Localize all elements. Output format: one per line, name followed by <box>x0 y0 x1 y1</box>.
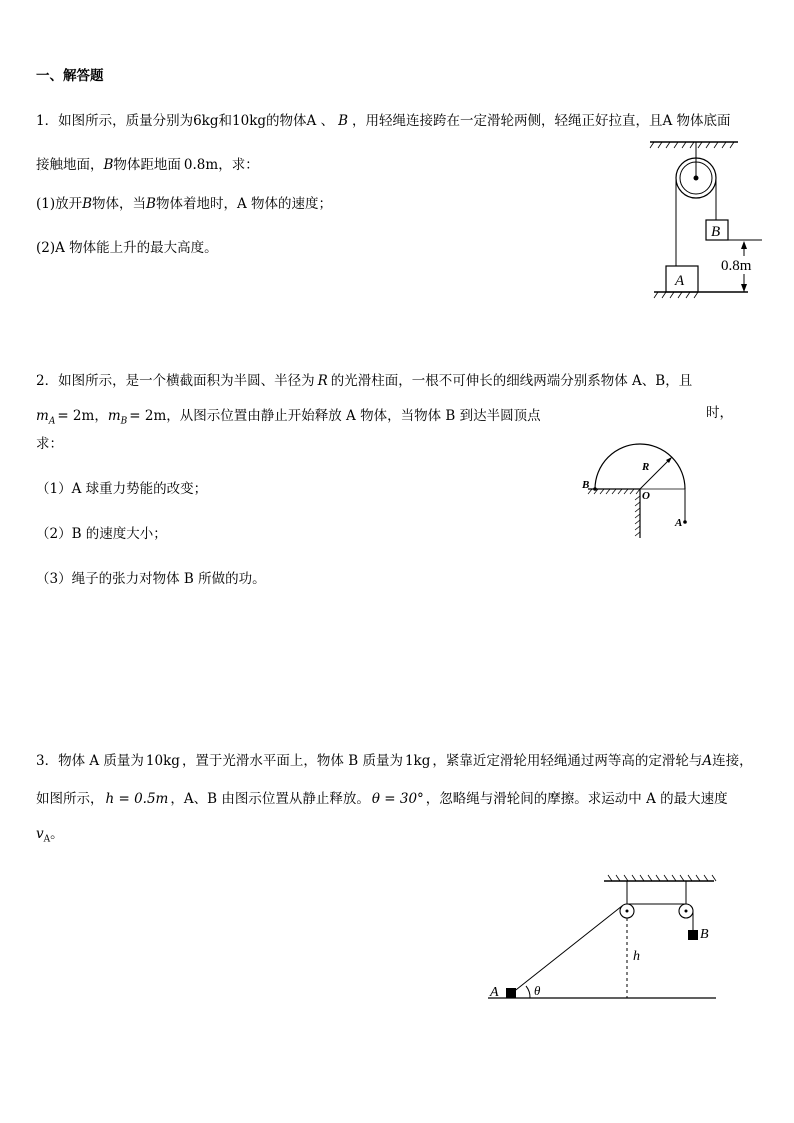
q3-pulley-figure <box>484 872 724 1007</box>
q3-text: ，紧靠近定滑轮用轻绳通过两等高的定滑轮与 <box>432 753 703 769</box>
q1-height: 0.8m <box>183 157 219 173</box>
q1-line2 <box>36 153 259 173</box>
q3-v-a-sub: A <box>43 834 51 845</box>
q3-v-a: v <box>36 826 44 842</box>
q3-text: ，忽略绳与滑轮间的摩擦。求运动中 A 的最大速度 <box>425 791 728 807</box>
q2-line3: 求： <box>36 436 63 452</box>
q2-semicircle-figure <box>574 436 704 546</box>
q3-block-a <box>506 988 516 998</box>
q2-fig-label-a: A <box>675 517 683 529</box>
q3-line1 <box>36 749 753 769</box>
q1-text: ，求： <box>218 157 259 173</box>
q2-fig-label-o: O <box>642 490 650 502</box>
q3-text: ，A、B 由图示位置从静止释放。 <box>170 791 370 807</box>
q2-part1: （1）A 球重力势能的改变； <box>36 481 208 497</box>
q2-ball-b <box>593 487 597 491</box>
q2-fig-label-b: B <box>582 479 590 491</box>
q2-m-a: m <box>36 408 49 424</box>
q2-eq-b: = 2m <box>129 408 167 424</box>
q1-part2: (2)A 物体能上升的最大高度。 <box>36 240 218 256</box>
q3-text: 连接， <box>712 753 753 769</box>
q2-m-b-sub: B <box>120 416 128 427</box>
q2-var-r: R <box>317 373 328 389</box>
q2-ball-a <box>683 520 687 524</box>
q3-line2 <box>36 787 728 807</box>
q3-h-eq: h = 0.5m <box>105 791 169 807</box>
q3-fig-label-h: h <box>633 949 640 964</box>
q1-text: (1)放开 <box>36 196 83 212</box>
q2-part2: （2）B 的速度大小； <box>36 526 167 542</box>
q1-text: ，用轻绳连接跨在一定滑轮两侧，轻绳正好拉直，且A 物体底面 <box>352 113 731 129</box>
q2-part3: （3）绳子的张力对物体 B 所做的功。 <box>36 571 266 587</box>
q3-fig-label-a: A <box>490 985 499 1000</box>
q1-fig-label-height: 0.8m <box>721 258 752 274</box>
q1-text: 和 <box>218 113 233 129</box>
q2-eq-a: = 2m <box>57 408 95 424</box>
q1-var-b: B <box>82 196 93 212</box>
q2-line1 <box>36 369 692 389</box>
q1-fig-label-a: A <box>675 273 685 289</box>
q3-var-a: A <box>702 753 713 769</box>
q2-text: ，从图示位置由静止开始释放 A 物体，当物体 B 到达半圆顶点 <box>166 408 541 424</box>
q1-text: 1．如图所示，质量分别为 <box>36 113 194 129</box>
q1-text: 物体，当 <box>92 196 147 212</box>
q1-var-b: B <box>146 196 156 212</box>
q2-fig-label-r: R <box>642 461 650 473</box>
q1-mass2: 10kg <box>232 113 267 129</box>
q1-text: 的物体A 、 <box>266 113 335 129</box>
q3-text: 如图所示， <box>36 791 104 807</box>
q3-text: ，置于光滑水平面上，物体 B 质量为 <box>181 753 403 769</box>
q1-line1 <box>36 109 731 129</box>
q2-m-b: m <box>107 408 121 424</box>
q2-time: 时， <box>706 405 733 421</box>
q1-var-b: B <box>103 157 114 173</box>
section-title: 一、解答题 <box>36 68 104 84</box>
q2-m-a-sub: A <box>48 416 56 427</box>
q3-fig-label-b: B <box>700 927 709 942</box>
q1-part1 <box>36 192 332 212</box>
q3-fig-label-theta: θ <box>534 983 541 998</box>
q1-mass1: 6kg <box>193 113 219 129</box>
q3-text: 。 <box>50 826 64 842</box>
q2-text: 2．如图所示，是一个横截面积为半圆、半径为 <box>36 373 315 389</box>
q1-text: 接触地面， <box>36 157 104 173</box>
q3-theta-eq: θ = 30° <box>371 791 424 807</box>
q1-var-b: B <box>338 113 348 129</box>
q1-text: 物体着地时，A 物体的速度； <box>155 196 333 212</box>
q1-fig-label-b: B <box>711 224 721 240</box>
q1-text: 物体距地面 <box>113 157 181 173</box>
q3-text: 3．物体 A 质量为 <box>36 753 144 769</box>
q1-pulley-figure <box>640 138 770 308</box>
q2-text: 的光滑柱面，一根不可伸长的细线两端分别系物体 A、B，且 <box>330 373 693 389</box>
q3-mass-a: 10kg <box>145 753 180 769</box>
q2-line2: $m_A = 2m$，$m_B = 2m$，从图示位置由静止开始释放 A 物体，当物体 B 到达半圆顶点 <box>36 408 541 427</box>
q3-line3 <box>36 822 64 845</box>
q3-mass-b: 1kg <box>404 753 431 769</box>
q3-block-b <box>688 930 698 940</box>
